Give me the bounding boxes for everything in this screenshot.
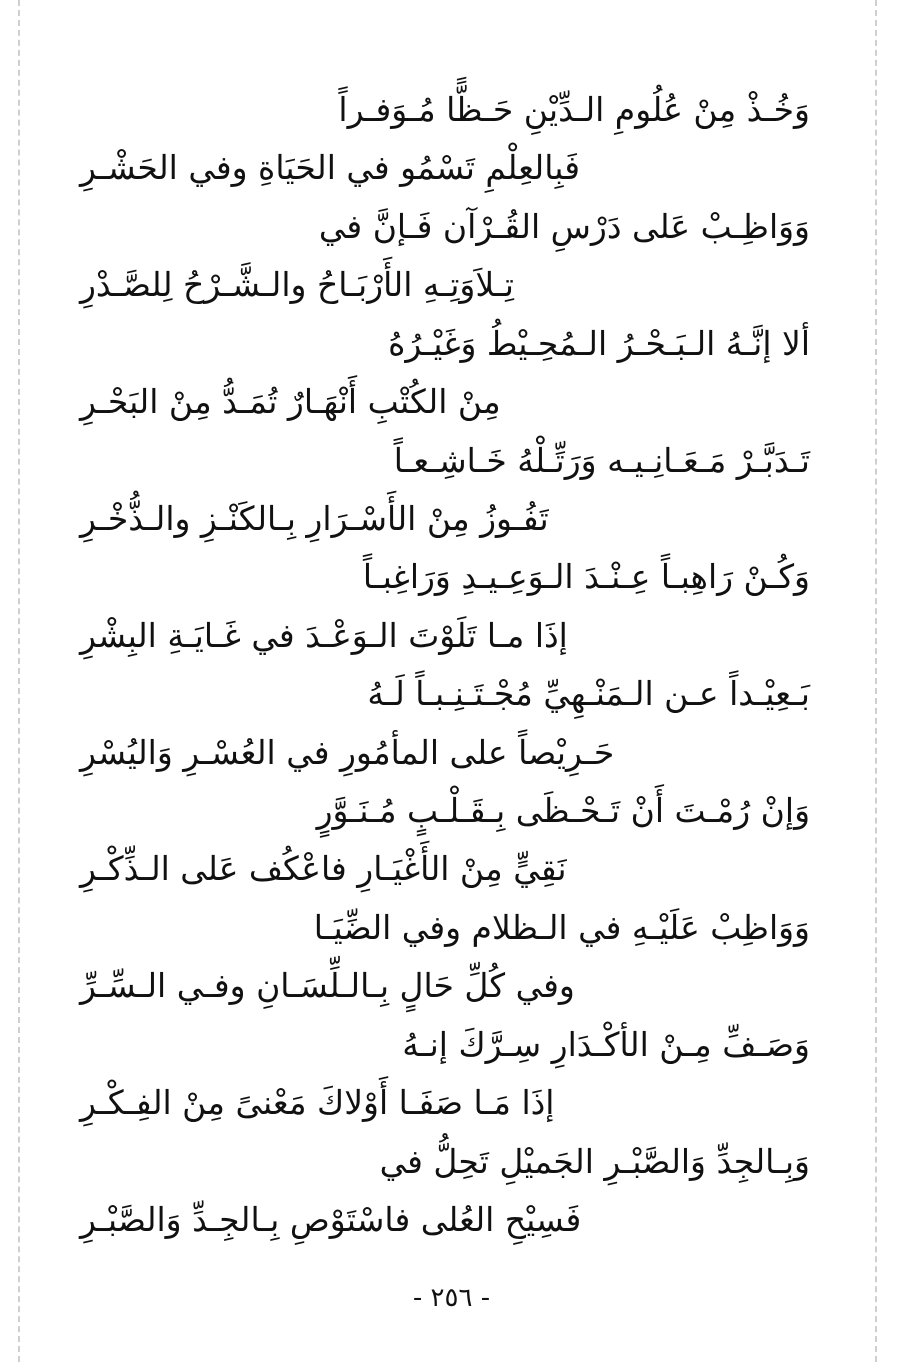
margin-guide-left [18, 0, 20, 1362]
poem-line: وَخُـذْ مِنْ عُلُومِ الـدِّيْنِ حَـظًّا مُـوَفـراً [338, 90, 810, 129]
poem-line: وَصَـفِّ مِـنْ الأكْـدَارِ سِـرَّكَ إنـهُ [402, 1025, 810, 1064]
poem-line: تَفُـوزُ مِنْ الأَسْـرَارِ بِـالكَنْـزِ والـذُّخْـرِ [80, 499, 549, 538]
page-number: - ٢٥٦ - [412, 1283, 491, 1313]
poem-line: وفي كُلِّ حَالٍ بِـالـلِّسَـانِ وفـي الـسِّـرِّ [80, 966, 575, 1005]
poem-line: فَسِيْحِ العُلى فاسْتَوْصِ بِـالجِـدِّ وَالصَّبْـرِ [80, 1200, 582, 1239]
poem-line: نَقِيٍّ مِنْ الأَغْيَـارِ فاعْكُف عَلى الـذِّكْـرِ [80, 849, 567, 888]
poem-line: تِـلاَوَتِـهِ الأَرْبَـاحُ والـشَّـرْحُ لِلصَّـدْرِ [80, 265, 514, 304]
poem-line: وَوَاظِبْ عَلَيْـهِ في الـظلام وفي الضِّيَـا [313, 908, 810, 947]
poem-line: تَـدَبَّـرْ مَـعَـانِـيـه وَرَتِّـلْهُ خَـاشِـعـاً [393, 441, 810, 480]
poem-line: إذَا مَـا صَفَـا أَوْلاكَ مَعْنىً مِنْ الفِـكْـرِ [80, 1083, 555, 1122]
poem-line: وَبِـالجِدِّ وَالصَّبْـرِ الجَميْلِ تَحِلُّ في [379, 1142, 810, 1181]
poem-line: وَإنْ رُمْـتَ أَنْ تَـحْـظَى بِـقَـلْـبٍ مُـنَـوَّرٍ [316, 791, 810, 830]
poem-line: وَوَاظِـبْ عَلى دَرْسِ القُـرْآن فَـإنَّ في [318, 207, 810, 246]
poem-line: ألا إنَّـهُ الـبَـحْـرُ الـمُحِـيْطُ وَغَيْـرُهُ [388, 324, 810, 363]
poem-line: بَـعِيْـداً عـن الـمَنْـهِيِّ مُجْـتَـنِـبـاً لَـهُ [367, 674, 810, 713]
poem-body [80, 90, 810, 1239]
poem-line: إذَا مـا تَلَوْتَ الـوَعْـدَ في غَـايَـةِ البِشْرِ [80, 616, 568, 655]
poem-line: حَـرِيْصاً على المأمُورِ في العُسْـرِ وَاليُسْرِ [80, 733, 615, 772]
poem-line: مِنْ الكُتْبِ أَنْهَـارٌ تُمَـدُّ مِنْ البَحْـرِ [80, 382, 501, 421]
poem-line: فَبِالعِلْمِ تَسْمُو في الحَيَاةِ وفي الحَشْـرِ [80, 148, 581, 187]
poem-line: وَكُـنْ رَاهِبـاً عِـنْـدَ الـوَعِـيـدِ وَرَاغِبـاً [362, 557, 810, 596]
margin-guide-right [875, 0, 877, 1362]
